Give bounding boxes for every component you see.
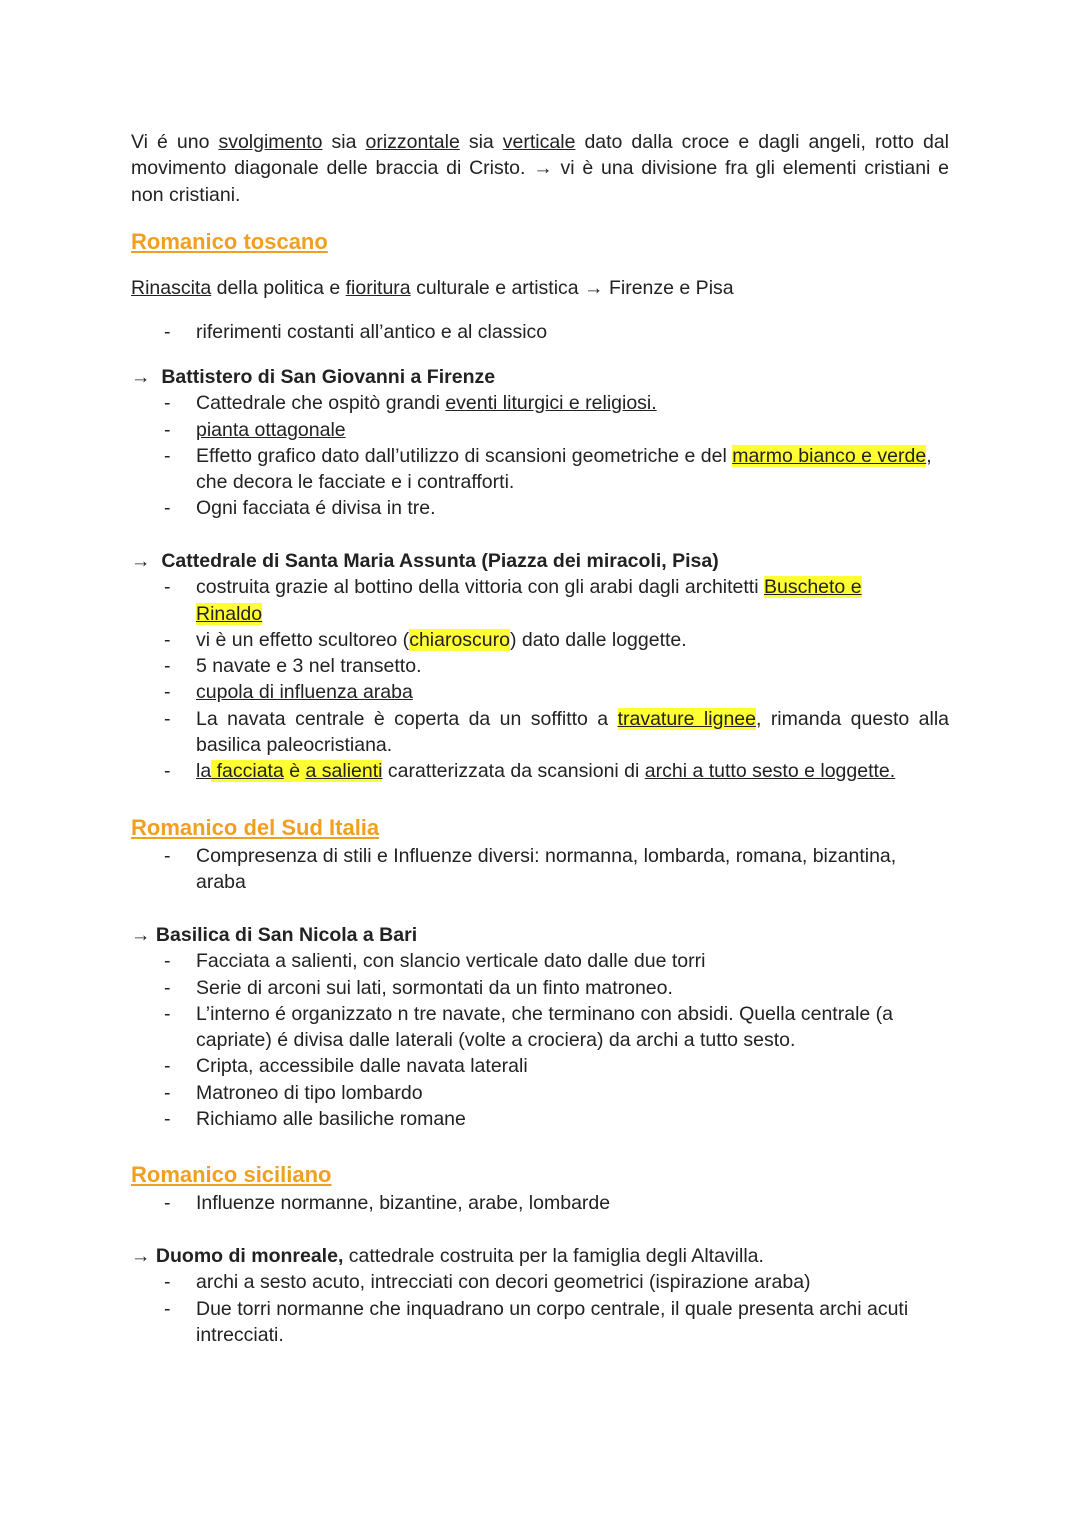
intro-paragraph [131, 129, 949, 208]
monreale-section [131, 1243, 949, 1348]
intro-line-3: non cristiani. [131, 183, 241, 206]
heading-romanico-sud-italia: Romanico del Sud Italia [131, 815, 380, 840]
siciliano-list [131, 1190, 949, 1216]
heading-romanico-siciliano: Romanico siciliano [131, 1162, 332, 1187]
bari-section [131, 922, 949, 1132]
list-item: - Richiamo alle basiliche romane [164, 1108, 466, 1131]
list-item: - Cripta, accessibile dalle navata laterali [164, 1055, 528, 1078]
list-item: - Facciata a salienti, con slancio verticale dato dalle due torri [164, 950, 706, 973]
heading-romanico-toscano: Romanico toscano [131, 229, 328, 254]
intro-line-1: Vi é uno svolgimento sia orizzontale sia verticale dato dalla croce e dagli angeli, rotto dal [131, 131, 950, 153]
subheading-cattedrale: → Cattedrale di Santa Maria Assunta (Piazza dei miracoli, Pisa) [131, 550, 719, 572]
list-item-continuation: capriate) é divisa dalle laterali (volte a crociera) da archi a tutto sesto. [196, 1029, 796, 1052]
subheading-monreale: → Duomo di monreale, cattedrale costruita per la famiglia degli Altavilla. [131, 1245, 764, 1267]
toscano-list [131, 319, 949, 345]
list-item: - Ogni facciata é divisa in tre. [164, 497, 436, 520]
list-item: - Due torri normanne che inquadrano un corpo centrale, il quale presenta archi acuti [164, 1297, 909, 1320]
subheading-bari: → Basilica di San Nicola a Bari [131, 924, 418, 946]
list-item: - riferimenti costanti all’antico e al classico [164, 321, 548, 343]
list-item-continuation: araba [196, 871, 246, 894]
list-item-continuation: intrecciati. [196, 1323, 284, 1346]
sud-list [131, 843, 949, 896]
list-item-continuation: che decora le facciate e i contrafforti. [196, 471, 515, 494]
list-item: - 5 navate e 3 nel transetto. [164, 655, 422, 678]
list-item: - Effetto grafico dato dall’utilizzo di scansioni geometriche e del marmo bianco e verde, [164, 444, 932, 467]
list-item-continuation: Rinaldo [196, 602, 263, 625]
list-item: - Influenze normanne, bizantine, arabe, lombarde [164, 1192, 611, 1214]
list-item: - la facciata è a salienti caratterizzata da scansioni di archi a tutto sesto e loggette. [164, 760, 896, 783]
battistero-section [131, 364, 949, 522]
list-item: - Compresenza di stili e Influenze diversi: normanna, lombarda, romana, bizantina, [164, 845, 897, 867]
list-item: - pianta ottagonale [164, 418, 346, 441]
list-item: - archi a sesto acuto, intrecciati con decori geometrici (ispirazione araba) [164, 1271, 811, 1294]
list-item: - Matroneo di tipo lombardo [164, 1081, 423, 1104]
list-item-continuation: basilica paleocristiana. [196, 734, 393, 757]
subheading-battistero: → Battistero di San Giovanni a Firenze [131, 366, 496, 388]
list-item: - vi è un effetto scultoreo (chiaroscuro) dato dalle loggette. [164, 628, 687, 651]
list-item: - Serie di arconi sui lati, sormontati da un finto matroneo. [164, 976, 673, 999]
intro-line-2: movimento diagonale delle braccia di Cristo. → vi è una divisione fra gli elementi cristiani e [131, 157, 949, 180]
toscano-intro: Rinascita della politica e fioritura culturale e artistica → Firenze e Pisa [131, 277, 734, 299]
list-item: - Cattedrale che ospitò grandi eventi liturgici e religiosi. [164, 392, 657, 415]
list-item: - costruita grazie al bottino della vittoria con gli arabi dagli architetti Buscheto e [164, 576, 862, 599]
list-item: - cupola di influenza araba [164, 681, 413, 704]
cattedrale-section [131, 548, 949, 785]
list-item: - La navata centrale è coperta da un soffitto a travature lignee, rimanda questo alla [164, 707, 949, 730]
list-item: - L’interno é organizzato n tre navate, che terminano con absidi. Quella centrale (a [164, 1002, 894, 1025]
